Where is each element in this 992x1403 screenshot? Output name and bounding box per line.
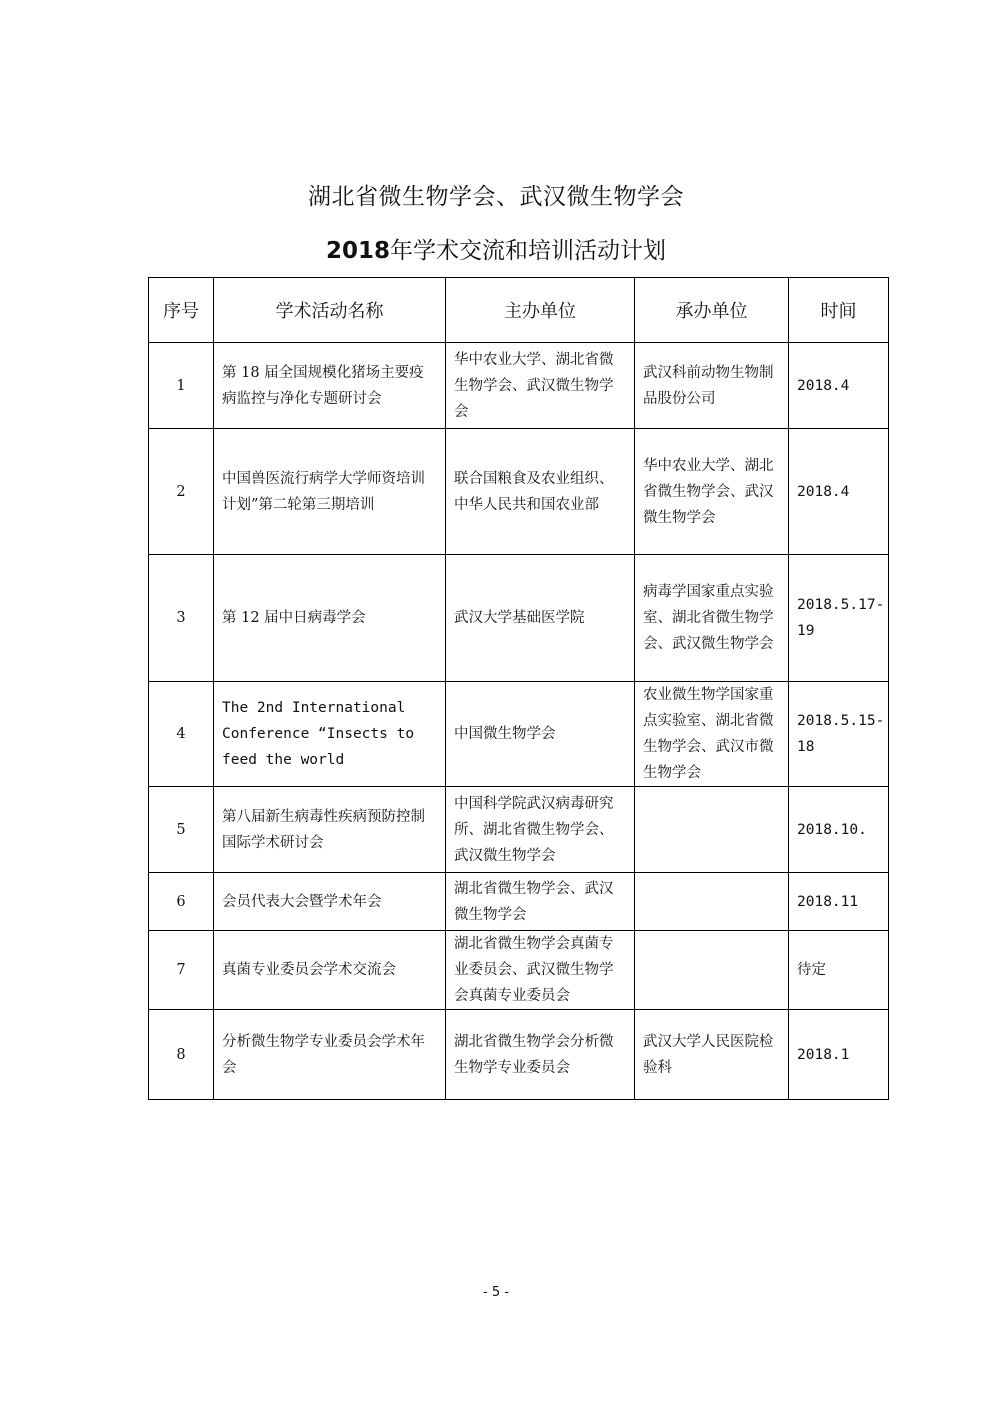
row-organizer bbox=[635, 931, 789, 1010]
header-host: 主办单位 bbox=[446, 278, 635, 343]
row-activity-name: 第八届新生病毒性疾病预防控制国际学术研讨会 bbox=[214, 787, 446, 873]
table-header-row bbox=[149, 278, 889, 343]
page-number: - 5 - bbox=[483, 1285, 509, 1300]
row-activity-name: 第 12 届中日病毒学会 bbox=[214, 555, 446, 682]
title-line-1: 湖北省微生物学会、武汉微生物学会 bbox=[308, 184, 684, 210]
table-row bbox=[149, 931, 889, 1010]
header-serial: 序号 bbox=[149, 278, 214, 343]
row-organizer: 农业微生物学国家重点实验室、湖北省微生物学会、武汉市微生物学会 bbox=[635, 682, 789, 787]
row-serial: 6 bbox=[149, 873, 214, 931]
row-date: 2018.5.15-18 bbox=[789, 682, 889, 787]
header-date: 时间 bbox=[789, 278, 889, 343]
row-organizer: 武汉大学人民医院检验科 bbox=[635, 1010, 789, 1100]
row-organizer: 武汉科前动物生物制品股份公司 bbox=[635, 343, 789, 429]
row-date: 2018.1 bbox=[789, 1010, 889, 1100]
table-row bbox=[149, 682, 889, 787]
row-serial: 8 bbox=[149, 1010, 214, 1100]
row-serial: 5 bbox=[149, 787, 214, 873]
row-date: 2018.4 bbox=[789, 429, 889, 555]
activity-plan-table bbox=[148, 277, 889, 1100]
row-date: 2018.4 bbox=[789, 343, 889, 429]
row-host: 联合国粮食及农业组织、中华人民共和国农业部 bbox=[446, 429, 635, 555]
title-line-2 bbox=[0, 232, 992, 265]
table-row bbox=[149, 555, 889, 682]
table-row bbox=[149, 1010, 889, 1100]
row-date: 2018.5.17-19 bbox=[789, 555, 889, 682]
row-activity-name: 第 18 届全国规模化猪场主要疫病监控与净化专题研讨会 bbox=[214, 343, 446, 429]
row-host: 湖北省微生物学会、武汉微生物学会 bbox=[446, 873, 635, 931]
header-activity-name: 学术活动名称 bbox=[214, 278, 446, 343]
header-organizer: 承办单位 bbox=[635, 278, 789, 343]
title-year: 2018 bbox=[325, 238, 390, 264]
row-activity-name: 中国兽医流行病学大学师资培训计划”第二轮第三期培训 bbox=[214, 429, 446, 555]
row-activity-name: 真菌专业委员会学术交流会 bbox=[214, 931, 446, 1010]
row-date: 2018.10. bbox=[789, 787, 889, 873]
row-host: 湖北省微生物学会真菌专业委员会、武汉微生物学会真菌专业委员会 bbox=[446, 931, 635, 1010]
row-date: 2018.11 bbox=[789, 873, 889, 931]
table-row bbox=[149, 873, 889, 931]
row-organizer bbox=[635, 873, 789, 931]
table-row bbox=[149, 343, 889, 429]
row-host: 中国微生物学会 bbox=[446, 682, 635, 787]
row-serial: 7 bbox=[149, 931, 214, 1010]
row-date: 待定 bbox=[789, 931, 889, 1010]
row-serial: 3 bbox=[149, 555, 214, 682]
row-host: 华中农业大学、湖北省微生物学会、武汉微生物学会 bbox=[446, 343, 635, 429]
row-host: 中国科学院武汉病毒研究所、湖北省微生物学会、武汉微生物学会 bbox=[446, 787, 635, 873]
row-activity-name: The 2nd International Conference “Insects to feed the world bbox=[214, 682, 446, 787]
row-host: 武汉大学基础医学院 bbox=[446, 555, 635, 682]
row-activity-name: 会员代表大会暨学术年会 bbox=[214, 873, 446, 931]
title-subtitle: 年学术交流和培训活动计划 bbox=[390, 238, 666, 264]
row-organizer: 病毒学国家重点实验室、湖北省微生物学会、武汉微生物学会 bbox=[635, 555, 789, 682]
row-activity-name: 分析微生物学专业委员会学术年会 bbox=[214, 1010, 446, 1100]
row-organizer: 华中农业大学、湖北省微生物学会、武汉微生物学会 bbox=[635, 429, 789, 555]
row-organizer bbox=[635, 787, 789, 873]
row-serial: 1 bbox=[149, 343, 214, 429]
table-row bbox=[149, 429, 889, 555]
table-row bbox=[149, 787, 889, 873]
row-serial: 2 bbox=[149, 429, 214, 555]
row-serial: 4 bbox=[149, 682, 214, 787]
row-host: 湖北省微生物学会分析微生物学专业委员会 bbox=[446, 1010, 635, 1100]
